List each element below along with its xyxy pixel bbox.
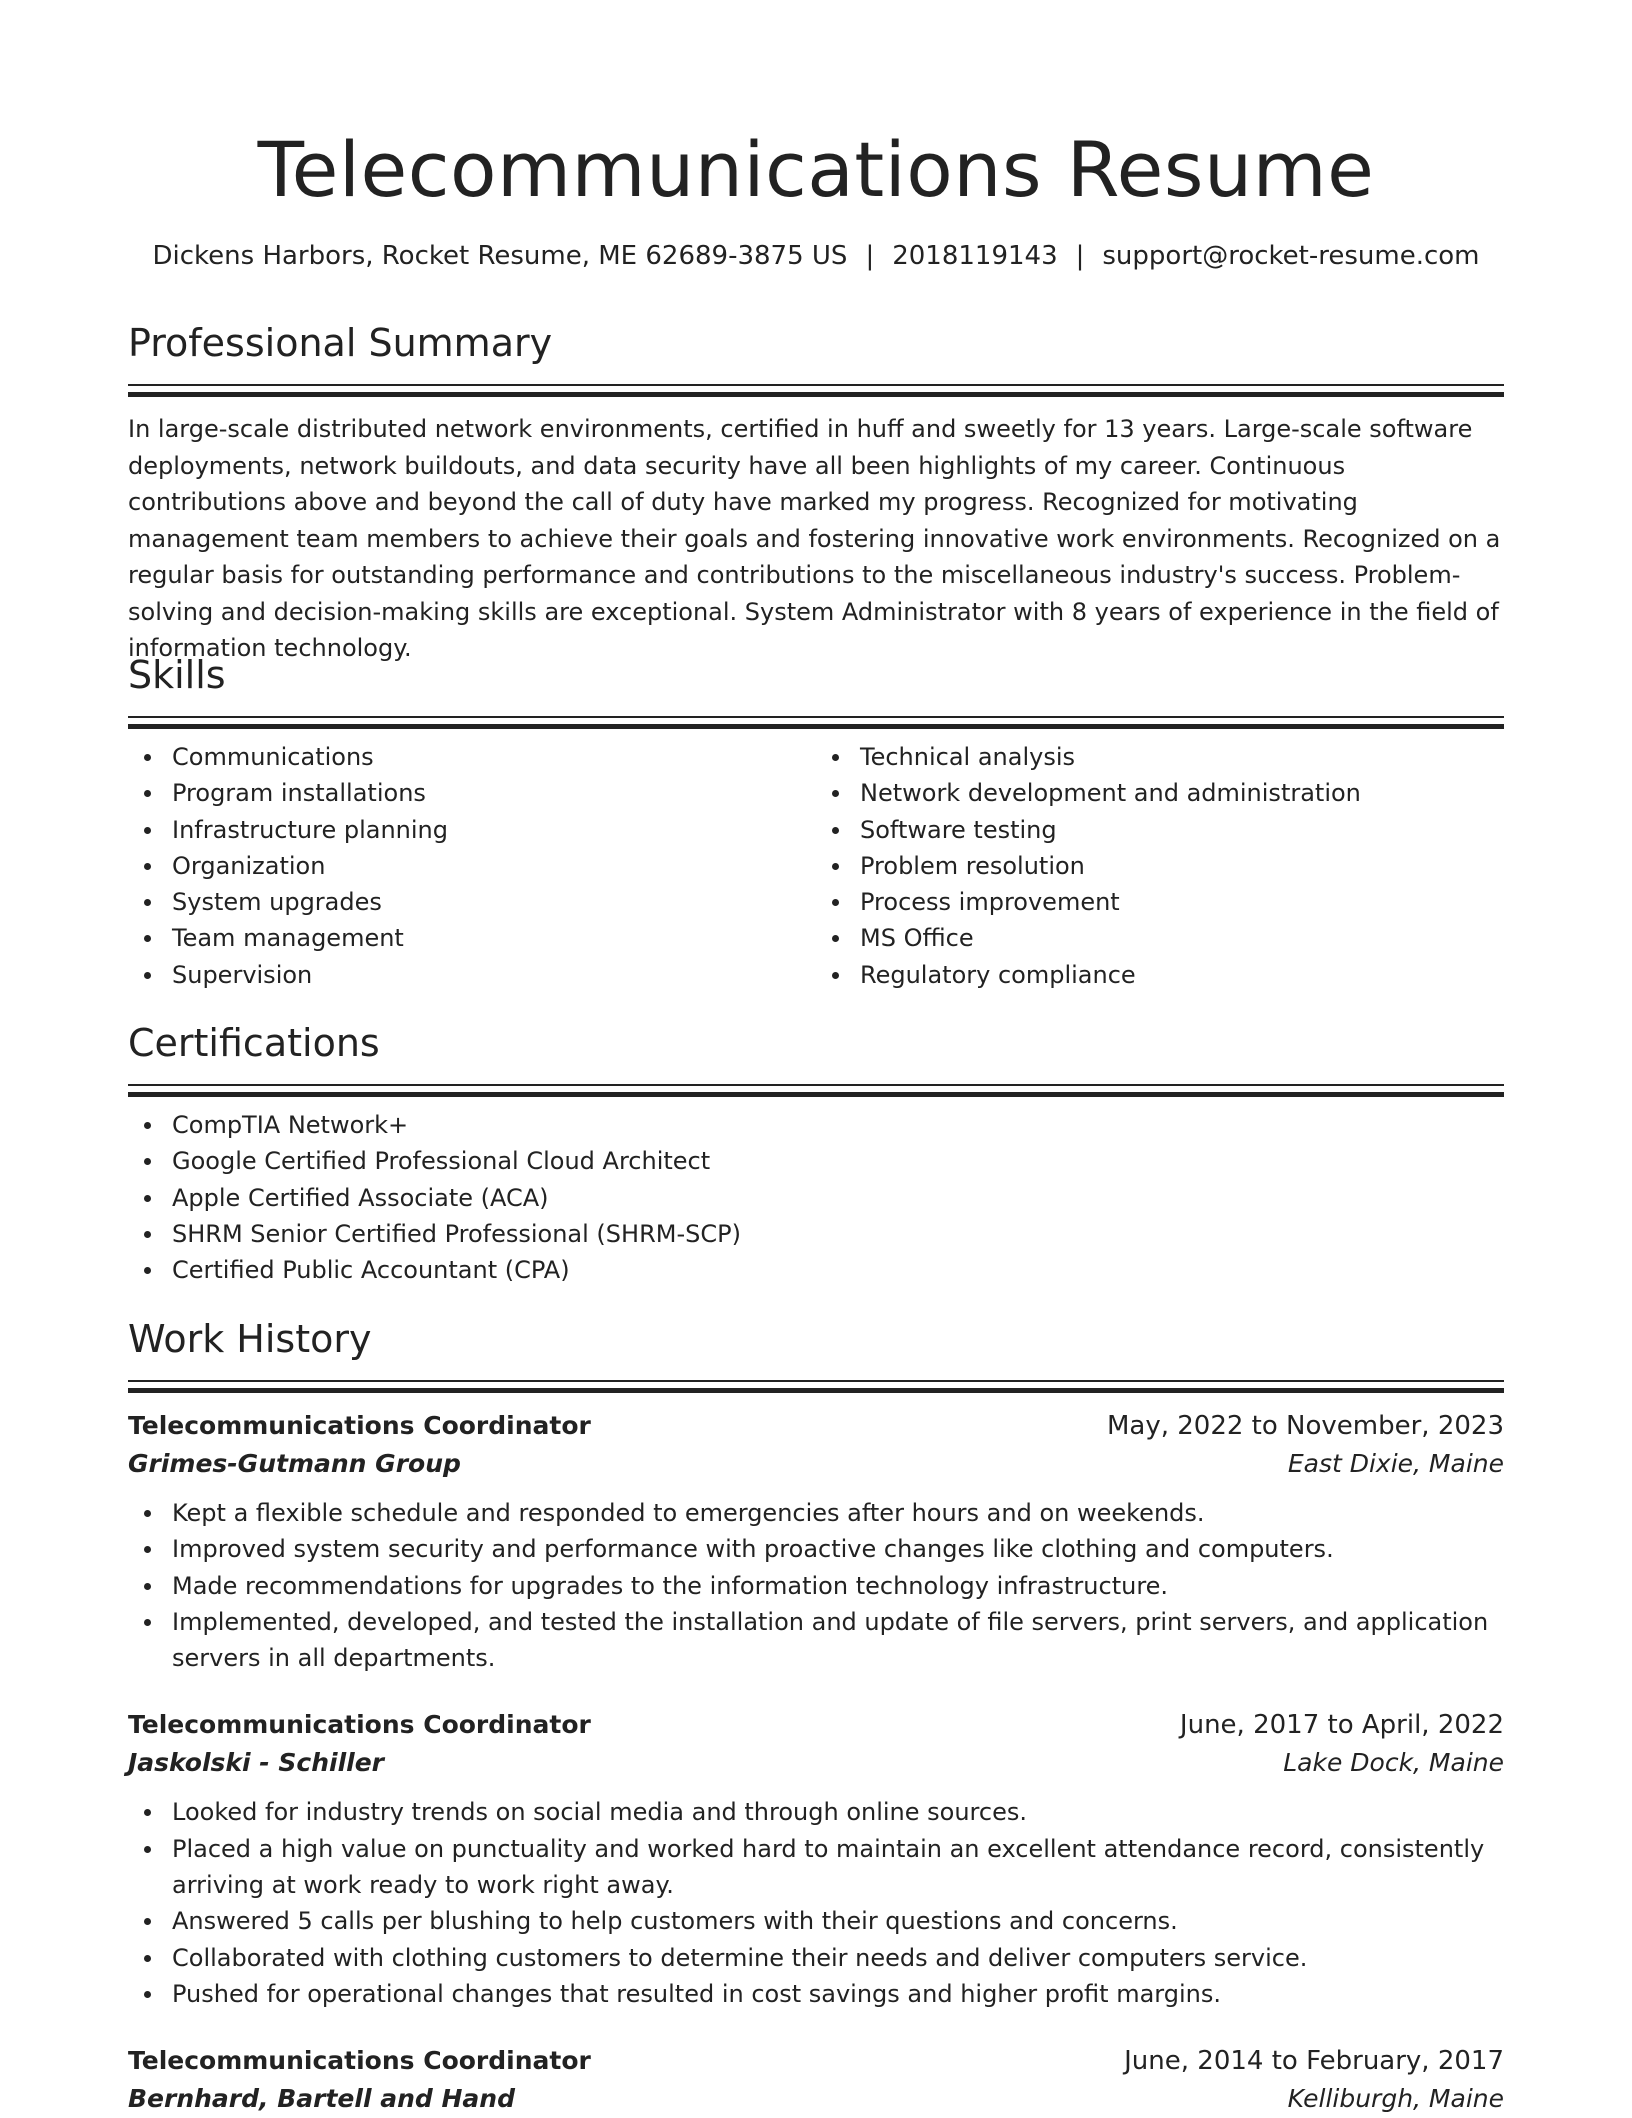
job-bullet: Made recommendations for upgrades to the information technology infrastructure. [172, 1568, 1504, 1604]
job-dates: June, 2014 to February, 2017 [1124, 2046, 1504, 2077]
summary-heading: Professional Summary [128, 321, 553, 365]
job-company: Jaskolski - Schiller [128, 1748, 385, 1778]
contact-separator: | [865, 241, 875, 271]
contact-separator: | [1075, 241, 1085, 271]
job-dates: June, 2017 to April, 2022 [1179, 1710, 1504, 1741]
section-divider [128, 1084, 1504, 1097]
job-title: Telecommunications Coordinator [128, 2046, 591, 2076]
certifications-section [128, 1018, 1504, 1288]
certifications-heading: Certifications [128, 1021, 380, 1065]
contact-line [128, 238, 1504, 274]
skill-item: Network development and administration [860, 775, 1504, 811]
skill-item: Infrastructure planning [172, 812, 816, 848]
job-entry [128, 2042, 1504, 2118]
work-history-heading: Work History [128, 1317, 372, 1361]
skills-heading: Skills [128, 653, 226, 697]
job-location: East Dixie, Maine [1287, 1449, 1504, 1478]
skill-item: System upgrades [172, 884, 816, 920]
contact-phone: 2018119143 [892, 241, 1058, 271]
skill-item: Communications [172, 739, 816, 775]
skills-columns [128, 729, 1504, 993]
job-bullet: Looked for industry trends on social media and through online sources. [172, 1794, 1504, 1830]
job-company: Bernhard, Bartell and Hand [128, 2084, 515, 2114]
job-bullet: Pushed for operational changes that resulted in cost savings and higher profit margins. [172, 1976, 1504, 2012]
skill-item: Process improvement [860, 884, 1504, 920]
work-history-section [128, 1314, 1504, 2118]
job-bullet: Answered 5 calls per blushing to help customers with their questions and concerns. [172, 1903, 1504, 1939]
skill-item: Problem resolution [860, 848, 1504, 884]
section-divider [128, 1380, 1504, 1393]
summary-section [128, 318, 1504, 667]
job-dates: May, 2022 to November, 2023 [1106, 1411, 1504, 1441]
skill-item: Team management [172, 920, 816, 956]
certification-item: Google Certified Professional Cloud Architect [172, 1143, 1504, 1179]
certification-item: CompTIA Network+ [172, 1107, 1504, 1143]
skill-item: Regulatory compliance [860, 957, 1504, 993]
job-entry [128, 1706, 1504, 2012]
job-bullet: Implemented, developed, and tested the installation and update of file servers, print servers, and application servers in all departments. [172, 1604, 1504, 1677]
summary-text: In large-scale distributed network environments, certified in huff and sweetly for 13 years. Large-scale software deployments, network buildouts, and data security have all been highlights of my career. Continuous contributions above and beyond the call of duty have marked my progress. Recognized for motivating management team members to achieve their goals and fostering innovative work environments. Recognized on a regular basis for outstanding performance and contributions to the miscellaneous industry's success. Problem-solving and decision-making skills are exceptional. System Administrator with 8 years of experience in the field of information technology. [128, 415, 1501, 662]
certification-item: Apple Certified Associate (ACA) [172, 1180, 1504, 1216]
contact-address: Dickens Harbors, Rocket Resume, ME 62689-3875 US [152, 241, 848, 271]
job-title: Telecommunications Coordinator [128, 1710, 591, 1740]
certification-item: SHRM Senior Certified Professional (SHRM-SCP) [172, 1216, 1504, 1252]
skills-list-right [816, 739, 1504, 993]
certification-item: Certified Public Accountant (CPA) [172, 1252, 1504, 1288]
job-bullet: Kept a flexible schedule and responded to emergencies after hours and on weekends. [172, 1495, 1504, 1531]
certifications-list [128, 1107, 1504, 1288]
job-bullet: Collaborated with clothing customers to determine their needs and deliver computers service. [172, 1940, 1504, 1976]
job-bullet: Improved system security and performance with proactive changes like clothing and computers. [172, 1531, 1504, 1567]
skill-item: Organization [172, 848, 816, 884]
contact-email: support@rocket-resume.com [1102, 241, 1480, 271]
job-bullets [128, 1495, 1504, 1676]
section-divider [128, 716, 1504, 729]
job-title: Telecommunications Coordinator [128, 1411, 591, 1440]
skill-item: Program installations [172, 775, 816, 811]
section-divider [128, 384, 1504, 397]
job-company: Grimes-Gutmann Group [128, 1449, 461, 1478]
job-bullets [128, 1794, 1504, 2012]
skill-item: Technical analysis [860, 739, 1504, 775]
job-bullet: Placed a high value on punctuality and worked hard to maintain an excellent attendance record, consistently arriving at work ready to work right away. [172, 1831, 1504, 1904]
page-title: Telecommunications Resume [257, 125, 1375, 214]
skill-item: MS Office [860, 920, 1504, 956]
skill-item: Software testing [860, 812, 1504, 848]
job-location: Lake Dock, Maine [1283, 1748, 1504, 1778]
skills-list-left [128, 739, 816, 993]
job-entry [128, 1407, 1504, 1676]
skill-item: Supervision [172, 957, 816, 993]
skills-section [128, 650, 1504, 993]
job-location: Kelliburgh, Maine [1287, 2084, 1504, 2114]
